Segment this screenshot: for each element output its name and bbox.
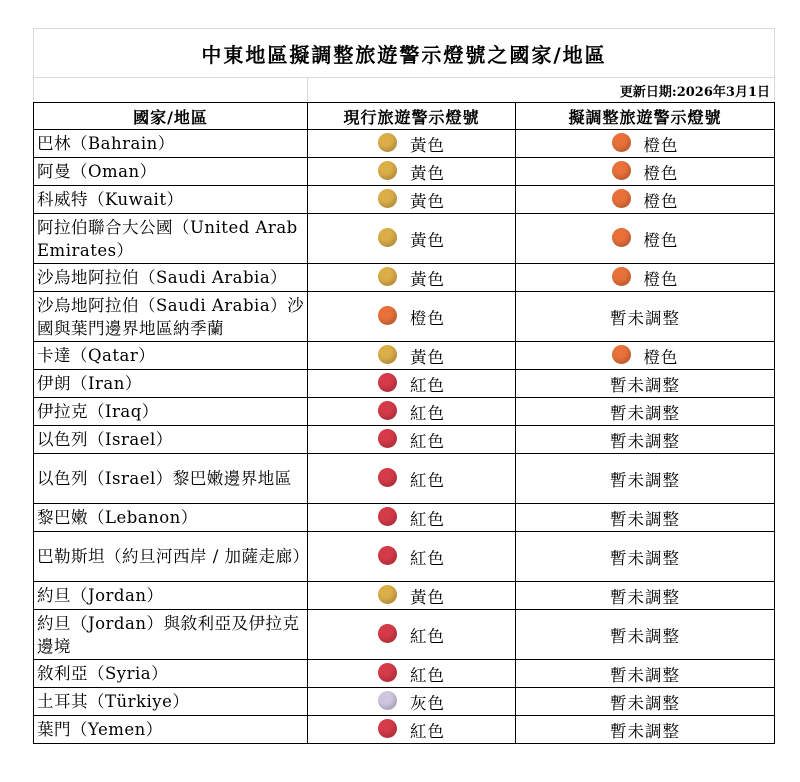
proposed-signal-cell — [516, 370, 775, 398]
current-signal-label: 紅色 — [410, 375, 445, 395]
country-name: 黎巴嫩（Lebanon） — [34, 504, 308, 532]
proposed-signal-cell — [516, 342, 775, 370]
current-signal-cell — [308, 342, 516, 370]
current-signal-cell — [308, 292, 516, 342]
table-row — [34, 130, 775, 158]
country-name: 以色列（Israel） — [34, 426, 308, 454]
proposed-signal-label: 暫未調整 — [610, 587, 680, 607]
table-row — [34, 504, 775, 532]
current-signal-label: 黃色 — [410, 135, 445, 155]
table-row — [34, 186, 775, 214]
table-row — [34, 292, 775, 342]
proposed-signal-cell — [516, 426, 775, 454]
signal-light-icon — [378, 345, 397, 364]
signal-light-icon — [378, 468, 397, 487]
country-name: 約旦（Jordan） — [34, 582, 308, 610]
signal-light-icon — [612, 345, 631, 364]
proposed-signal-label: 橙色 — [643, 163, 679, 183]
signal-light-icon — [612, 228, 631, 247]
country-name: 沙烏地阿拉伯（Saudi Arabia）沙國與葉門邊界地區納季蘭 — [34, 292, 308, 342]
current-signal-label: 黃色 — [410, 269, 445, 289]
current-signal-cell — [308, 264, 516, 292]
current-signal-label: 黃色 — [410, 163, 445, 183]
table-row — [34, 454, 775, 504]
current-signal-cell — [308, 186, 516, 214]
country-name: 伊朗（Iran） — [34, 370, 308, 398]
proposed-signal-label: 暫未調整 — [610, 375, 680, 395]
signal-light-icon — [378, 624, 397, 643]
country-name: 敘利亞（Syria） — [34, 660, 308, 688]
page-title: 中東地區擬調整旅遊警示燈號之國家/地區 — [34, 29, 775, 78]
proposed-signal-cell — [516, 398, 775, 426]
date-row — [34, 78, 775, 103]
current-signal-label: 紅色 — [410, 665, 445, 685]
proposed-signal-label: 橙色 — [643, 269, 679, 289]
current-signal-cell — [308, 582, 516, 610]
proposed-signal-cell — [516, 186, 775, 214]
country-name: 土耳其（Türkiye） — [34, 688, 308, 716]
table-row — [34, 582, 775, 610]
header-row — [34, 103, 775, 130]
current-signal-cell — [308, 504, 516, 532]
proposed-signal-cell — [516, 158, 775, 186]
current-signal-cell — [308, 214, 516, 264]
proposed-signal-label: 暫未調整 — [610, 431, 680, 451]
country-name: 以色列（Israel）黎巴嫩邊界地區 — [34, 454, 308, 504]
signal-light-icon — [378, 373, 397, 392]
current-signal-cell — [308, 398, 516, 426]
current-signal-label: 橙色 — [410, 308, 445, 328]
current-signal-cell — [308, 130, 516, 158]
table-row — [34, 688, 775, 716]
proposed-signal-cell — [516, 610, 775, 660]
proposed-signal-cell — [516, 504, 775, 532]
title-row — [34, 29, 775, 78]
date-spacer — [34, 78, 308, 103]
proposed-signal-cell — [516, 532, 775, 582]
current-signal-label: 紅色 — [410, 509, 445, 529]
proposed-signal-label: 暫未調整 — [610, 626, 680, 646]
country-name: 阿曼（Oman） — [34, 158, 308, 186]
table-row — [34, 426, 775, 454]
proposed-signal-cell — [516, 582, 775, 610]
proposed-signal-label: 橙色 — [643, 191, 679, 211]
current-signal-label: 紅色 — [410, 626, 445, 646]
current-signal-label: 紅色 — [410, 403, 445, 423]
signal-light-icon — [612, 161, 631, 180]
current-signal-cell — [308, 660, 516, 688]
current-signal-label: 黃色 — [410, 191, 445, 211]
signal-light-icon — [378, 267, 397, 286]
current-signal-label: 黃色 — [410, 587, 445, 607]
current-signal-label: 紅色 — [410, 470, 445, 490]
country-name: 科威特（Kuwait） — [34, 186, 308, 214]
signal-light-icon — [378, 401, 397, 420]
proposed-signal-cell — [516, 454, 775, 504]
current-signal-label: 紅色 — [410, 721, 445, 741]
current-signal-label: 紅色 — [410, 431, 445, 451]
proposed-signal-label: 暫未調整 — [610, 509, 680, 529]
proposed-signal-cell — [516, 716, 775, 744]
table-row — [34, 610, 775, 660]
proposed-signal-cell — [516, 660, 775, 688]
country-name: 巴林（Bahrain） — [34, 130, 308, 158]
proposed-signal-cell — [516, 264, 775, 292]
current-signal-label: 黃色 — [410, 347, 445, 367]
advisory-table — [33, 28, 775, 744]
signal-light-icon — [378, 585, 397, 604]
signal-light-icon — [378, 691, 397, 710]
proposed-signal-label: 暫未調整 — [610, 470, 680, 490]
country-name: 沙烏地阿拉伯（Saudi Arabia） — [34, 264, 308, 292]
signal-light-icon — [378, 228, 397, 247]
proposed-signal-label: 橙色 — [643, 347, 679, 367]
proposed-signal-label: 暫未調整 — [610, 721, 680, 741]
proposed-signal-cell — [516, 688, 775, 716]
table-row — [34, 660, 775, 688]
signal-light-icon — [378, 663, 397, 682]
update-date: 更新日期:2026年3月1日 — [308, 78, 775, 103]
signal-light-icon — [612, 189, 631, 208]
current-signal-cell — [308, 532, 516, 582]
proposed-signal-cell — [516, 130, 775, 158]
header-current: 現行旅遊警示燈號 — [308, 103, 516, 130]
country-name: 巴勒斯坦（約旦河西岸 / 加薩走廊） — [34, 532, 308, 582]
country-name: 阿拉伯聯合大公國（United Arab Emirates） — [34, 214, 308, 264]
current-signal-cell — [308, 688, 516, 716]
current-signal-cell — [308, 370, 516, 398]
table-row — [34, 342, 775, 370]
proposed-signal-label: 橙色 — [643, 135, 679, 155]
table-row — [34, 370, 775, 398]
signal-light-icon — [378, 429, 397, 448]
signal-light-icon — [378, 306, 397, 325]
country-name: 葉門（Yemen） — [34, 716, 308, 744]
advisory-sheet — [33, 28, 774, 744]
proposed-signal-label: 暫未調整 — [610, 665, 680, 685]
table-row — [34, 264, 775, 292]
proposed-signal-cell — [516, 214, 775, 264]
current-signal-cell — [308, 454, 516, 504]
signal-light-icon — [378, 133, 397, 152]
current-signal-cell — [308, 716, 516, 744]
signal-light-icon — [378, 189, 397, 208]
table-row — [34, 532, 775, 582]
current-signal-label: 灰色 — [410, 693, 445, 713]
signal-light-icon — [378, 719, 397, 738]
current-signal-cell — [308, 426, 516, 454]
table-row — [34, 716, 775, 744]
table-row — [34, 398, 775, 426]
table-row — [34, 214, 775, 264]
signal-light-icon — [378, 546, 397, 565]
country-name: 約旦（Jordan）與敘利亞及伊拉克邊境 — [34, 610, 308, 660]
proposed-signal-label: 暫未調整 — [610, 308, 680, 328]
current-signal-cell — [308, 158, 516, 186]
current-signal-label: 紅色 — [410, 548, 445, 568]
signal-light-icon — [378, 507, 397, 526]
header-country: 國家/地區 — [34, 103, 308, 130]
current-signal-cell — [308, 610, 516, 660]
proposed-signal-cell — [516, 292, 775, 342]
header-proposed: 擬調整旅遊警示燈號 — [516, 103, 775, 130]
signal-light-icon — [612, 133, 631, 152]
proposed-signal-label: 暫未調整 — [610, 693, 680, 713]
signal-light-icon — [612, 267, 631, 286]
country-name: 伊拉克（Iraq） — [34, 398, 308, 426]
country-name: 卡達（Qatar） — [34, 342, 308, 370]
table-row — [34, 158, 775, 186]
proposed-signal-label: 橙色 — [643, 230, 679, 250]
proposed-signal-label: 暫未調整 — [610, 403, 680, 423]
current-signal-label: 黃色 — [410, 230, 445, 250]
signal-light-icon — [378, 161, 397, 180]
proposed-signal-label: 暫未調整 — [610, 548, 680, 568]
